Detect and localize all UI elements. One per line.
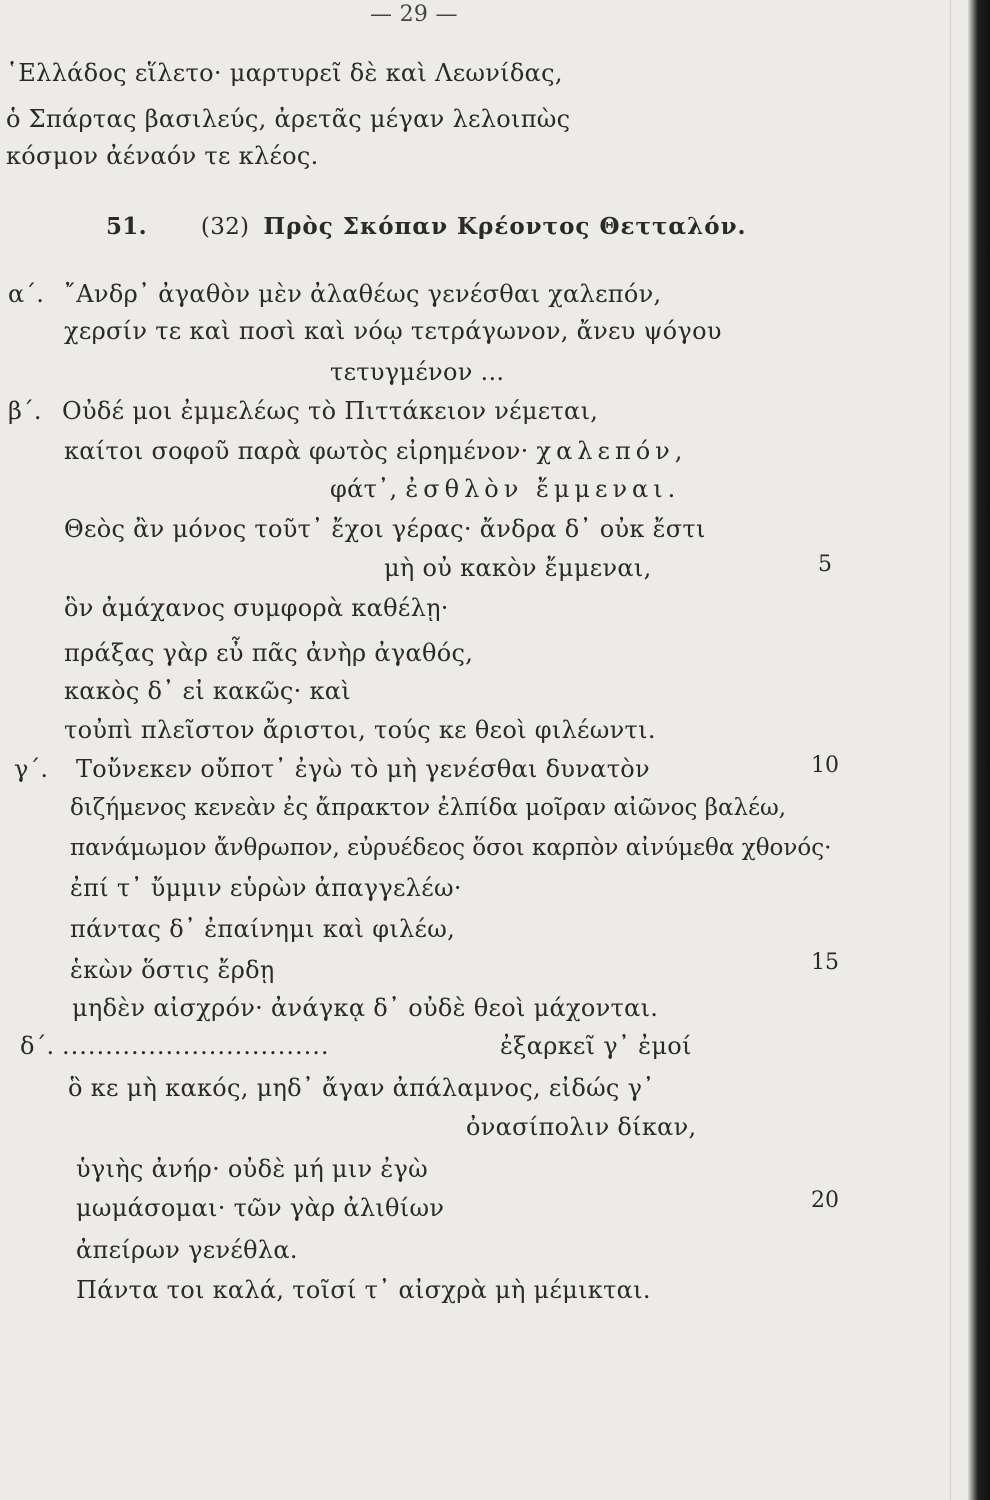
poem-line: πάντας δ᾽ ἐπαίνημι καὶ φιλέω, (70, 915, 456, 943)
poem-number: 51. (106, 213, 147, 240)
poem-line-text: καίτοι σοφοῦ παρὰ φωτὸς εἰρημένον· (64, 437, 529, 465)
poem-line: ὃν ἀμάχανος συμφορὰ καθέλῃ· (64, 594, 449, 622)
strophe-marker: α΄. (8, 280, 44, 308)
page-fold-line (950, 0, 951, 1500)
line-number: 15 (811, 950, 839, 975)
poem-line: διζήμενος κενεὰν ἐς ἄπρακτον ἐλπίδα μοῖραν αἰῶνος βαλέω, (70, 795, 787, 821)
poem-line: μηδὲν αἰσχρόν· ἀνάγκᾳ δ᾽ οὐδὲ θεοὶ μάχονται. (72, 994, 659, 1022)
line-number: 20 (811, 1188, 839, 1213)
poem-line: πράξας γὰρ εὖ πᾶς ἀνὴρ ἀγαθός, (64, 639, 474, 667)
strophe-marker: δ΄. (20, 1032, 55, 1060)
poem-line: Οὐδέ μοι ἐμμελέως τὸ Πιττάκειον νέμεται, (62, 397, 599, 425)
lacuna-dots: ............................... (62, 1032, 330, 1060)
page-number: — 29 — (370, 2, 458, 27)
poem-line: Τοὔνεκεν οὔποτ᾽ ἐγὼ τὸ μὴ γενέσθαι δυνατὸν (76, 755, 650, 783)
poem-line: Πάντα τοι καλά, τοῖσί τ᾽ αἰσχρὰ μὴ μέμικται. (76, 1276, 651, 1304)
poem-line: ἐπί τ᾽ ὔμμιν εὑρὼν ἀπαγγελέω· (70, 874, 462, 902)
poem-line: κακὸς δ᾽ εἰ κακῶς· καὶ (64, 677, 351, 705)
poem-line (64, 436, 687, 466)
page-edge-shadow (968, 0, 990, 1500)
poem-line: ἀπείρων γενέθλα. (76, 1236, 298, 1264)
poem-line: τοὐπὶ πλεῖστον ἄριστοι, τούς κε θεοὶ φιλέωντι. (64, 716, 656, 744)
poem-line: μὴ οὐ κακὸν ἔμμεναι, (384, 554, 652, 582)
poem-line: ὁ Σπάρτας βασιλεύς, ἀρετᾶς μέγαν λελοιπὼς (6, 105, 571, 133)
poem-line: χερσίν τε καὶ ποσὶ καὶ νόῳ τετράγωνον, ἄνευ ψόγου (64, 317, 722, 345)
poem-line: τετυγμένον ... (330, 358, 505, 386)
strophe-marker: β΄. (8, 397, 42, 425)
poem-line: πανάμωμον ἄνθρωπον, εὐρυέδεος ὅσοι καρπὸν αἰνύμεθα χθονός· (70, 835, 832, 861)
poem-line: ὑγιὴς ἀνήρ· οὐδὲ μή μιν ἐγὼ (76, 1155, 429, 1183)
poem-heading (106, 212, 747, 242)
poem-line: κόσμον ἀέναόν τε κλέος. (6, 142, 319, 170)
strophe-marker: γ΄. (14, 755, 48, 783)
line-number: 10 (811, 753, 839, 778)
poem-title: Πρὸς Σκόπαν Κρέοντος Θετταλόν. (263, 213, 747, 240)
poem-line: ὀνασίπολιν δίκαν, (466, 1113, 697, 1141)
poem-line: ὃ κε μὴ κακός, μηδ᾽ ἄγαν ἀπάλαμνος, εἰδώς γ᾽ (68, 1074, 655, 1102)
poem-line: ἑκὼν ὅστις ἔρδῃ (70, 956, 275, 984)
poem-reference: (32) (200, 214, 250, 240)
quoted-saying: ἐσθλὸν ἔμμεναι. (405, 475, 681, 503)
quoted-saying: χαλεπόν, (536, 437, 688, 465)
poem-line: ἐξαρκεῖ γ᾽ ἐμοί (500, 1032, 692, 1060)
poem-line: ῎Ανδρ᾽ ἀγαθὸν μὲν ἀλαθέως γενέσθαι χαλεπόν, (64, 280, 662, 308)
poem-line: ῾Ελλάδος εἵλετο· μαρτυρεῖ δὲ καὶ Λεωνίδας, (6, 59, 563, 87)
poem-line-text: φάτ᾽, (330, 475, 398, 503)
poem-line (330, 474, 680, 504)
poem-line: μωμάσομαι· τῶν γὰρ ἀλιθίων (76, 1194, 445, 1222)
poem-line: Θεὸς ἂν μόνος τοῦτ᾽ ἔχοι γέρας· ἄνδρα δ᾽ οὐκ ἔστι (64, 515, 706, 543)
line-number: 5 (818, 552, 832, 577)
